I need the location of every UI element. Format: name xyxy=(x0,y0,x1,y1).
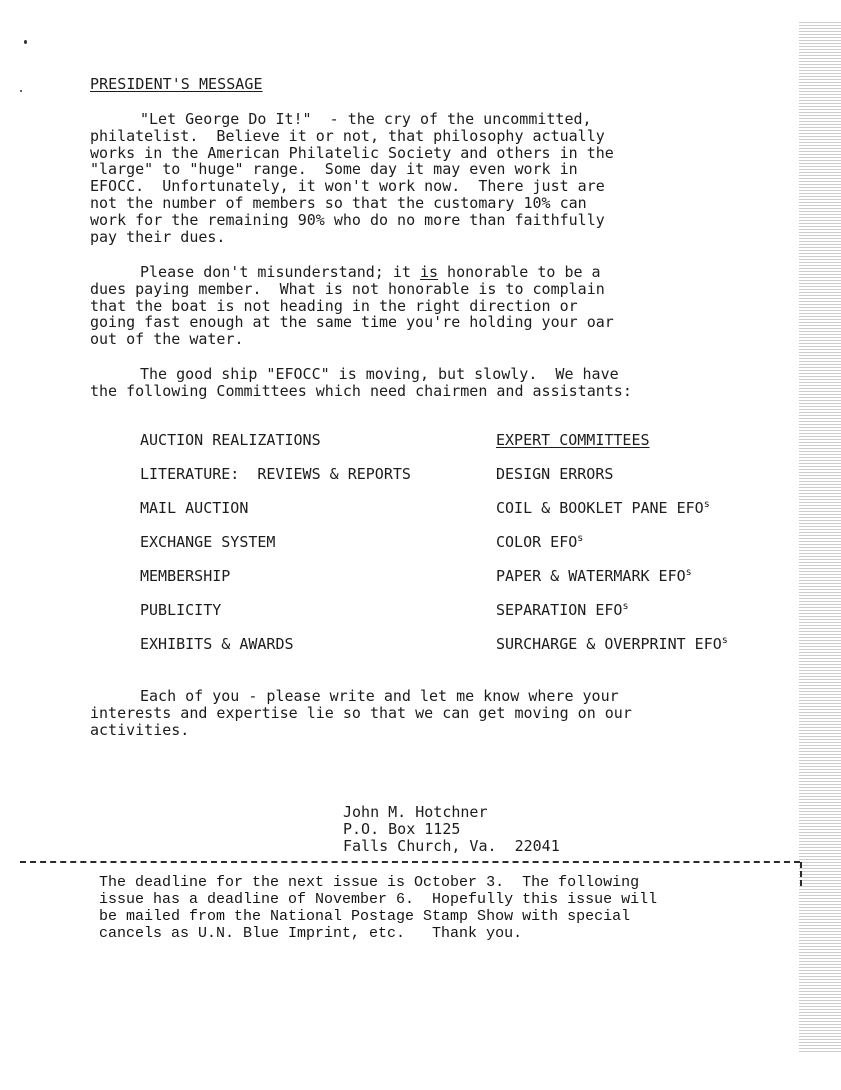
text-run: honorable to be a xyxy=(438,263,601,281)
committee-item: EXCHANGE SYSTEM xyxy=(140,533,276,551)
committee-text: DESIGN ERRORS xyxy=(496,465,614,483)
deadline-notice xyxy=(99,874,657,942)
notice-line: issue has a deadline of November 6. Hopefully this issue will xyxy=(99,891,658,908)
committee-item: MAIL AUCTION xyxy=(140,499,249,517)
expert-committees-header: EXPERT COMMITTEES xyxy=(496,431,650,449)
signature-city: Falls Church, Va. 22041 xyxy=(343,836,560,855)
text-line: interests and expertise lie so that we can get moving on our xyxy=(90,703,632,722)
committee-text: PAPER & WATERMARK EFO xyxy=(496,567,686,585)
text-line: activities. xyxy=(90,720,190,739)
plural-superscript: s xyxy=(685,567,692,578)
committee-text: COLOR EFO xyxy=(496,533,578,551)
text-line: dues paying member. What is not honorable is to complain xyxy=(90,279,605,298)
committee-text: COIL & BOOKLET PANE EFO xyxy=(496,499,704,517)
notice-line: be mailed from the National Postage Stamp Show with special xyxy=(99,908,631,925)
plural-superscript: s xyxy=(703,499,710,510)
text-run: Please don't misunderstand; it xyxy=(140,263,420,281)
text-line: not the number of members so that the customary 10% can xyxy=(90,193,587,212)
paragraph-3 xyxy=(90,366,632,400)
text-line: work for the remaining 90% who do no more than faithfully xyxy=(90,210,605,229)
text-line xyxy=(90,264,614,281)
committee-item xyxy=(496,568,728,602)
emphasis-underline: is xyxy=(419,263,439,281)
signature-block xyxy=(343,804,560,854)
scan-speck xyxy=(20,90,22,92)
text-line: pay their dues. xyxy=(90,227,226,246)
plural-superscript: s xyxy=(721,635,728,646)
plural-superscript: s xyxy=(622,601,629,612)
committee-text: SEPARATION EFO xyxy=(496,601,623,619)
dashed-divider xyxy=(20,861,800,863)
paragraph-2 xyxy=(90,264,614,348)
committee-item xyxy=(496,500,728,534)
committee-item xyxy=(496,534,728,568)
committee-item xyxy=(496,466,728,500)
closing-paragraph xyxy=(90,688,632,738)
committee-item: PUBLICITY xyxy=(140,601,222,619)
text-line: EFOCC. Unfortunately, it won't work now. There just are xyxy=(90,177,605,196)
text-line: Each of you - please write and let me know where your xyxy=(140,687,619,705)
dashed-divider-vertical xyxy=(800,862,802,886)
plural-superscript: s xyxy=(577,533,584,544)
text-line: "Let George Do It!" - the cry of the uncommitted, xyxy=(140,110,592,128)
committee-list-left xyxy=(140,432,411,670)
signature-name: John M. Hotchner xyxy=(343,803,488,821)
text-line: The good ship "EFOCC" is moving, but slowly. We have xyxy=(140,365,619,383)
committee-item: AUCTION REALIZATIONS xyxy=(140,431,321,449)
committee-item: LITERATURE: REVIEWS & REPORTS xyxy=(140,465,411,483)
scan-edge-strip xyxy=(799,22,841,1052)
text-line: "large" to "huge" range. Some day it may even work in xyxy=(90,160,578,179)
page-title: PRESIDENT'S MESSAGE xyxy=(90,75,263,93)
signature-box: P.O. Box 1125 xyxy=(343,819,461,838)
text-line: the following Committees which need chairmen and assistants: xyxy=(90,381,632,400)
notice-line: The deadline for the next issue is October 3. The following xyxy=(99,874,640,891)
committee-item xyxy=(496,636,728,670)
committee-list-right xyxy=(496,432,728,670)
text-line: philatelist. Believe it or not, that philosophy actually xyxy=(90,126,605,145)
paragraph-1 xyxy=(90,111,614,245)
committee-item: MEMBERSHIP xyxy=(140,567,231,585)
text-line: that the boat is not heading in the right direction or xyxy=(90,296,578,315)
text-line: going fast enough at the same time you're holding your oar xyxy=(90,313,614,332)
notice-line: cancels as U.N. Blue Imprint, etc. Thank you. xyxy=(99,925,523,942)
committee-text: SURCHARGE & OVERPRINT EFO xyxy=(496,635,722,653)
scan-speck xyxy=(24,40,27,44)
text-line: works in the American Philatelic Society and others in the xyxy=(90,143,614,162)
text-line: out of the water. xyxy=(90,330,244,349)
committee-item xyxy=(496,602,728,636)
committee-item: EXHIBITS & AWARDS xyxy=(140,635,294,653)
